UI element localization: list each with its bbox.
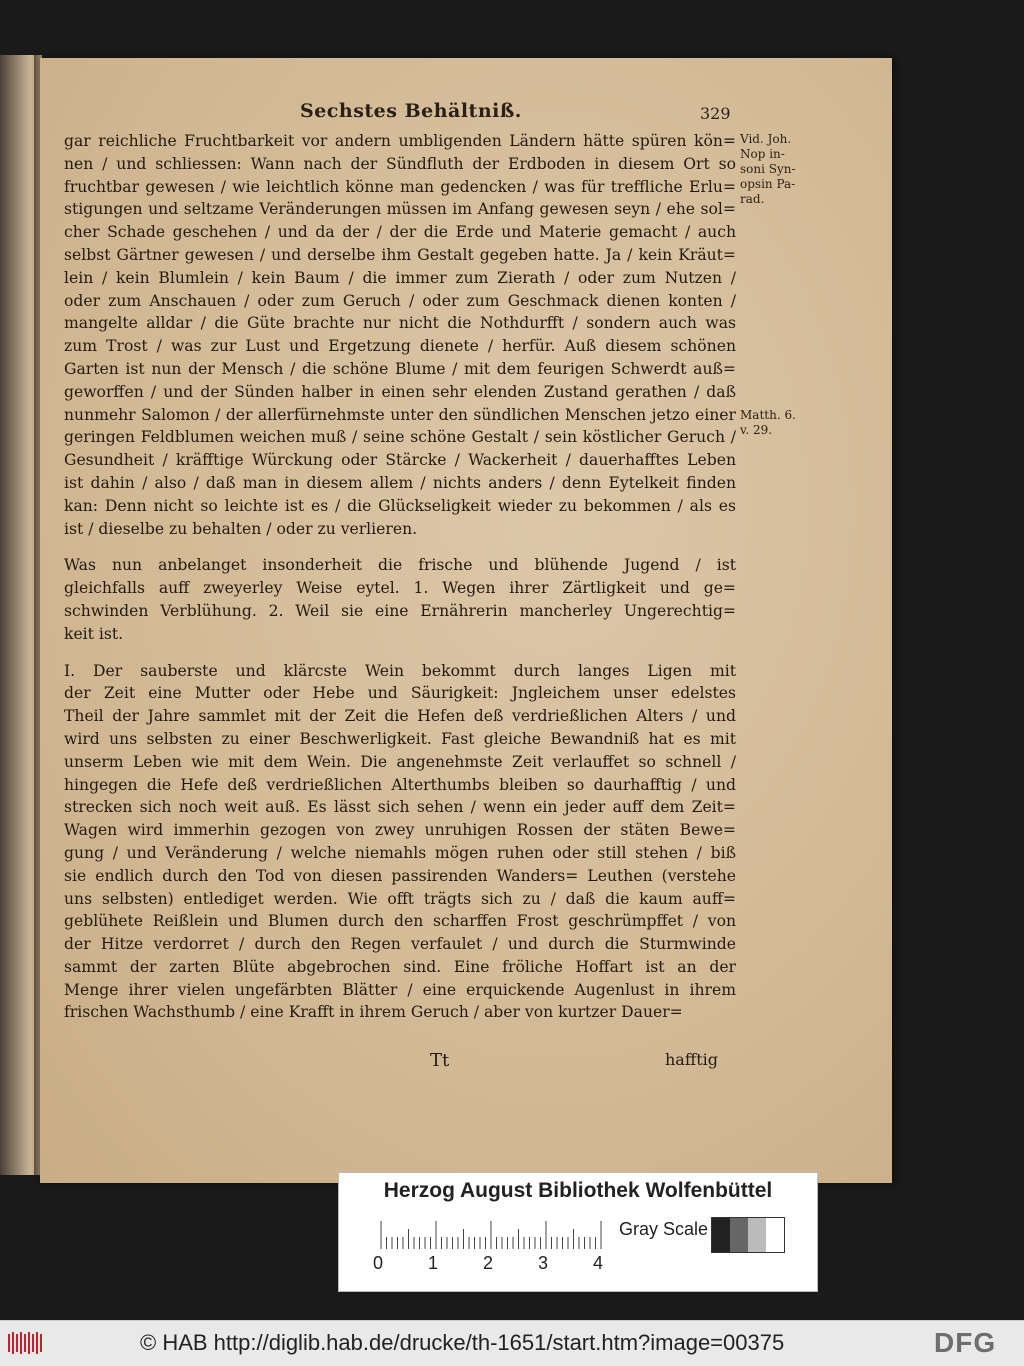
text-line: keit ist. [64,624,124,643]
catchword: hafftig [665,1050,718,1069]
text-line: ist dahin / also / daß man in diesem allem / nichts anders / denn Eytelkeit finden [64,473,736,492]
text-line: gung / und Veränderung / welche niemahls mögen ruhen oder still stehen / biß [64,843,736,862]
text-line: I. Der sauberste und klärcste Wein bekommt durch langes Ligen mit [64,661,736,680]
text-line: unserm Leben wie mit dem Wein. Die angenehmste Zeit verlauffet so schnell / [64,752,736,771]
page-number: 329 [700,104,731,123]
text-line: uns selbsten) entlediget werden. Wie offt trägts sich zu / daß die kaum auff= [64,889,736,908]
paragraph-2 [64,554,736,645]
text-line: selbst Gärtner gewesen / und derselbe ihm Gestalt gegeben hatte. Ja / kein Kräut= [64,245,736,264]
text-line: der Zeit eine Mutter oder Hebe und Säurigkeit: Jngleichem unser edelstes [64,684,736,703]
text-line: gar reichliche Fruchtbarkeit vor andern umbligenden Ländern hätte spüren kön= [64,132,736,150]
text-line: mangelte alldar / die Güte brachte nur nicht die Nothdurfft / sondern auch was [64,314,736,333]
text-line: wird uns selbsten zu einer Beschwerligkeit. Fast gleiche Bewandniß hat es mit [64,729,736,748]
margin-note-bible [740,408,796,438]
text-line: kan: Denn nicht so leichte ist es / die Glückseligkeit wieder zu bekommen / als es [64,496,736,515]
running-header: Sechstes Behältniß. [300,100,522,122]
ruler-scale [379,1219,609,1249]
text-line: fruchtbar gewesen / wie leichtlich könne man gedencken / was für treffliche Erlu= [64,177,736,196]
text-line: Wagen wird immerhin gezogen von zwey unruhigen Rossen der stäten Bewe= [64,821,736,840]
ruler-number: 1 [428,1253,439,1273]
text-line: Menge ihrer vielen ungefärbten Blätter / eine erquickende Augenlust in ihrem [64,980,736,999]
ruler-number: 3 [538,1253,549,1273]
margin-note-reference [740,132,796,207]
text-line: ist / dieselbe zu behalten / oder zu verlieren. [64,519,418,538]
ruler-number: 4 [593,1253,604,1273]
text-line: nen / und schliessen: Wann nach der Sündfluth der Erdboden in diesem Ort so [64,154,736,173]
margin-note-line: soni Syn- [740,162,796,176]
margin-note-line: Matth. 6. [740,408,796,422]
margin-note-line: rad. [740,192,765,206]
text-line: geworffen / und der Sünden halber in einen sehr elenden Zustand gerathen / daß [64,382,736,401]
page-text [64,130,736,1024]
ruler-number: 2 [483,1253,494,1273]
paragraph-3 [64,660,736,1025]
text-line: stigungen und seltzame Veränderungen müssen im Anfang gewesen seyn / ehe sol= [64,200,736,219]
text-line: Garten ist nun der Mensch / die schöne Blume / mit dem feurigen Schwerdt auß= [64,359,736,378]
text-line: oder zum Anschauen / oder zum Geruch / oder zum Geschmack dienen konten / [64,291,736,310]
text-line: der Hitze verdorret / durch den Regen verfaulet / und durch die Sturmwinde [64,935,736,954]
text-line: geringen Feldblumen weichen muß / seine schöne Gestalt / sein köstlicher Geruch / [64,428,736,447]
signature-mark: Tt [430,1050,450,1071]
text-line: schwinden Verblühung. 2. Weil sie eine Ernährerin mancherley Ungerechtig= [64,601,736,620]
text-line: frischen Wachsthumb / eine Krafft in ihrem Geruch / aber von kurtzer Dauer= [64,1003,683,1022]
text-line: strecken sich noch weit auß. Es lässt sich sehen / wenn ein jeder auff dem Zeit= [64,798,736,817]
text-line: lein / kein Blumlein / kein Baum / die immer zum Zierath / oder zum Nutzen / [64,268,736,287]
margin-note-line: opsin Pa- [740,177,796,191]
text-line: Gesundheit / kräfftige Würckung oder Stärcke / Wackerheit / dauerhafftes Leben [64,451,736,470]
text-line: sie endlich durch den Tod von diesen passirenden Wanders= Leuthen (verstehe [64,866,736,885]
margin-note-line: Nop in- [740,147,785,161]
paragraph-1 [64,130,736,540]
library-color-card [338,1172,818,1292]
text-line: Theil der Jahre sammlet mit der Zeit die Hefen deß verdrießlichen Alters / und [64,707,736,726]
text-line: geblühete Reißlein und Blumen durch den scharffen Frost geschrümpffet / von [64,912,736,931]
dfg-logo: DFG [934,1327,997,1358]
library-name: Herzog August Bibliothek Wolfenbüttel [383,1179,773,1202]
text-line: gleichfalls auff zweyerley Weise eytel. 1. Wegen ihrer Zärtligkeit und ge= [64,579,736,598]
text-line: hingegen die Hefe deß verdrießlichen Alterthumbs bleiben so daurhafftig / und [64,775,736,794]
gray-scale-label: Gray Scale [619,1219,709,1239]
footer-bar [0,1320,1024,1366]
margin-note-line: v. 29. [740,423,773,437]
text-line: zum Trost / was zur Lust und Ergetzung dienete / herfür. Auß diesem schönen [64,337,736,356]
margin-note-line: Vid. Joh. [740,132,792,146]
copyright-url[interactable]: © HAB http://diglib.hab.de/drucke/th-1651/start.htm?image=00375 [140,1330,785,1355]
text-line: nunmehr Salomon / der allerfürnehmste unter den sündlichen Menschen jetzo einer [64,405,736,424]
hab-logo-icon [6,1330,46,1356]
text-line: sammt der zarten Blüte abgebrochen sind. Eine fröliche Hoffart ist an der [64,957,736,976]
ruler-number: 0 [373,1253,384,1273]
text-line: Was nun anbelanget insonderheit die frische und blühende Jugend / ist [64,556,736,575]
text-line: cher Schade geschehen / und da der / der die Erde und Materie gemacht / auch [64,223,736,242]
gray-scale-swatch [711,1217,785,1253]
